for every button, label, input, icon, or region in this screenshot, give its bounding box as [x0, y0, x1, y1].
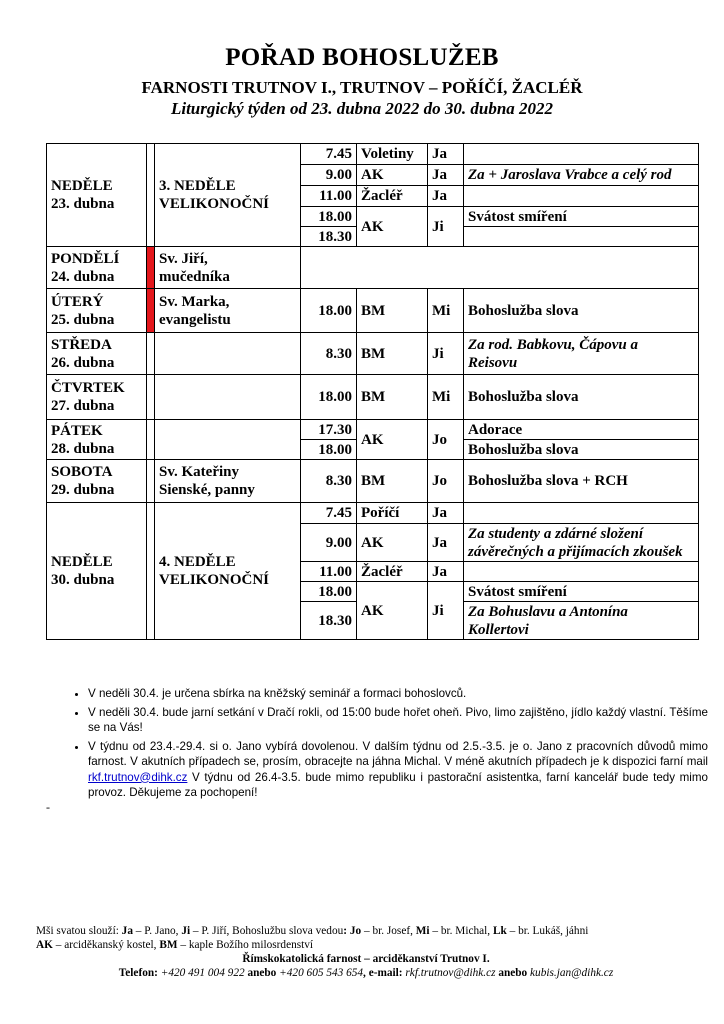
- organization-name: Římskokatolická farnost – arciděkanství Trutnov I.: [242, 953, 490, 965]
- parish-subtitle: FARNOSTI TRUTNOV I., TRUTNOV – POŘÍČÍ, ŽACLÉŘ: [141, 78, 583, 97]
- time-cell: 18.00: [301, 289, 357, 333]
- priest-cell: Ja: [428, 524, 464, 562]
- day-cell: SOBOTA 29. dubna: [47, 460, 147, 503]
- place-cell: BM: [357, 460, 428, 503]
- note-cell: Za rod. Babkovu, Čápovu a Reisovu: [464, 333, 699, 375]
- priest-cell: Mi: [428, 375, 464, 420]
- place-legend: AK – arciděkanský kostel, BM – kaple Božího milosrdenství: [36, 939, 314, 951]
- time-cell: 18.00: [301, 375, 357, 420]
- table-row: [47, 375, 699, 420]
- feast-color-bar: [147, 289, 155, 333]
- priest-cell: Mi: [428, 289, 464, 333]
- clergy-legend: Mši svatou slouží: Ja – P. Jano, Ji – P. Jiří, Bohoslužbu slova vedou: Jo – br. Josef, Mi – br. Michal, Lk – br. Lukáš, jáhni: [36, 925, 589, 937]
- time-cell: 7.45: [301, 144, 357, 165]
- time-cell: 18.00: [301, 207, 357, 227]
- priest-cell: Ja: [428, 503, 464, 524]
- day-cell: PÁTEK 28. dubna: [47, 420, 147, 460]
- table-row: [47, 420, 699, 440]
- announcements-list: [58, 686, 708, 804]
- day-cell: PONDĚLÍ 24. dubna: [47, 247, 147, 289]
- priest-cell: Ja: [428, 165, 464, 186]
- note-cell: [464, 186, 699, 207]
- note-cell: Bohoslužba slova: [464, 289, 699, 333]
- feast-cell: 3. NEDĚLE VELIKONOČNÍ: [155, 144, 301, 247]
- place-cell: Voletiny: [357, 144, 428, 165]
- feast-cell: Sv. Marka, evangelistu: [155, 289, 301, 333]
- feast-color-bar: [147, 460, 155, 503]
- place-cell: Žacléř: [357, 562, 428, 582]
- note-cell: Svátost smíření: [464, 207, 699, 227]
- time-cell: 9.00: [301, 165, 357, 186]
- feast-color-bar: [147, 333, 155, 375]
- priest-cell: Ja: [428, 144, 464, 165]
- time-cell: 8.30: [301, 460, 357, 503]
- time-cell: 11.00: [301, 186, 357, 207]
- contact-line: Telefon: +420 491 004 922 anebo +420 605 543 654, e-mail: rkf.trutnov@dihk.cz anebo kubis.jan@dihk.cz: [118, 967, 614, 979]
- day-cell: ČTVRTEK 27. dubna: [47, 375, 147, 420]
- parish-email-link[interactable]: rkf.trutnov@dihk.cz: [88, 770, 188, 784]
- note-cell: Za Bohuslavu a Antonína Kollertovi: [464, 602, 699, 640]
- place-cell: AK: [357, 524, 428, 562]
- day-cell: NEDĚLE 30. dubna: [47, 503, 147, 640]
- note-cell: Bohoslužba slova + RCH: [464, 460, 699, 503]
- day-cell: NEDĚLE 23. dubna: [47, 144, 147, 247]
- feast-color-bar: [147, 144, 155, 247]
- time-cell: 18.00: [301, 582, 357, 602]
- feast-cell: Sv. Kateřiny Sienské, panny: [155, 460, 301, 503]
- time-cell: 18.30: [301, 227, 357, 247]
- time-cell: 11.00: [301, 562, 357, 582]
- priest-cell: Ji: [428, 207, 464, 247]
- feast-cell: [155, 375, 301, 420]
- place-cell: Žacléř: [357, 186, 428, 207]
- announcement-item: • V neděli 30.4. bude jarní setkání v Dračí rokli, od 15:00 bude hořet oheň. Pivo, limo zajištěno, jídlo každý vlastní. Těšíme se na Vás!: [88, 705, 708, 736]
- note-cell: Za studenty a zdárné složení závěrečných a přijímacích zkoušek: [464, 524, 699, 562]
- place-cell: Poříčí: [357, 503, 428, 524]
- feast-color-bar: [147, 420, 155, 460]
- feast-color-bar: [147, 247, 155, 289]
- time-cell: 17.30: [301, 420, 357, 440]
- note-cell: Za + Jaroslava Vrabce a celý rod: [464, 165, 699, 186]
- empty-service-cell: [301, 247, 699, 289]
- feast-color-bar: [147, 503, 155, 640]
- priest-cell: Ja: [428, 562, 464, 582]
- place-cell: BM: [357, 289, 428, 333]
- announcement-item: • V neděli 30.4. je určena sbírka na kněžský seminář a formaci bohoslovců.: [88, 686, 708, 702]
- table-row: [47, 144, 699, 165]
- time-cell: 18.30: [301, 602, 357, 640]
- stray-dash: -: [46, 800, 50, 814]
- table-row: [47, 289, 699, 333]
- note-cell: Adorace: [464, 420, 699, 440]
- liturgical-week: Liturgický týden od 23. dubna 2022 do 30. dubna 2022: [170, 99, 554, 118]
- priest-cell: Ji: [428, 333, 464, 375]
- place-cell: BM: [357, 333, 428, 375]
- time-cell: 8.30: [301, 333, 357, 375]
- priest-cell: Jo: [428, 420, 464, 460]
- place-cell: AK: [357, 582, 428, 640]
- table-row: [47, 333, 699, 375]
- table-row: [47, 460, 699, 503]
- feast-cell: Sv. Jiří, mučedníka: [155, 247, 301, 289]
- time-cell: 9.00: [301, 524, 357, 562]
- place-cell: AK: [357, 420, 428, 460]
- note-cell: [464, 227, 699, 247]
- priest-cell: Jo: [428, 460, 464, 503]
- note-cell: [464, 562, 699, 582]
- schedule-table: [46, 143, 699, 640]
- footer: [36, 924, 696, 980]
- time-cell: 7.45: [301, 503, 357, 524]
- note-cell: Bohoslužba slova: [464, 440, 699, 460]
- feast-cell: [155, 333, 301, 375]
- note-cell: [464, 503, 699, 524]
- place-cell: AK: [357, 207, 428, 247]
- priest-cell: Ji: [428, 582, 464, 640]
- note-cell: Bohoslužba slova: [464, 375, 699, 420]
- time-cell: 18.00: [301, 440, 357, 460]
- note-cell: Svátost smíření: [464, 582, 699, 602]
- feast-cell: 4. NEDĚLE VELIKONOČNÍ: [155, 503, 301, 640]
- day-cell: ÚTERÝ 25. dubna: [47, 289, 147, 333]
- priest-cell: Ja: [428, 186, 464, 207]
- note-cell: [464, 144, 699, 165]
- page-title: POŘAD BOHOSLUŽEB: [225, 44, 499, 71]
- feast-color-bar: [147, 375, 155, 420]
- announcement-item: • V týdnu od 23.4.-29.4. si o. Jano vybírá dovolenou. V dalším týdnu od 2.5.-3.5. je o. Jano z pracovních důvodů mimo farnost. V akutních případech se, prosím, obracejte na jáhna Michal. V méně akutních případech je k dispozici farní mail rkf.trutnov@dihk.cz V týdnu od 26.4-3.5. bude mimo republiku i pastorační asistentka, farní kancelář bude tedy mimo provoz. Děkujeme za pochopení!: [88, 739, 708, 801]
- table-row: [47, 503, 699, 524]
- place-cell: AK: [357, 165, 428, 186]
- day-cell: STŘEDA 26. dubna: [47, 333, 147, 375]
- feast-cell: [155, 420, 301, 460]
- place-cell: BM: [357, 375, 428, 420]
- table-row: [47, 247, 699, 289]
